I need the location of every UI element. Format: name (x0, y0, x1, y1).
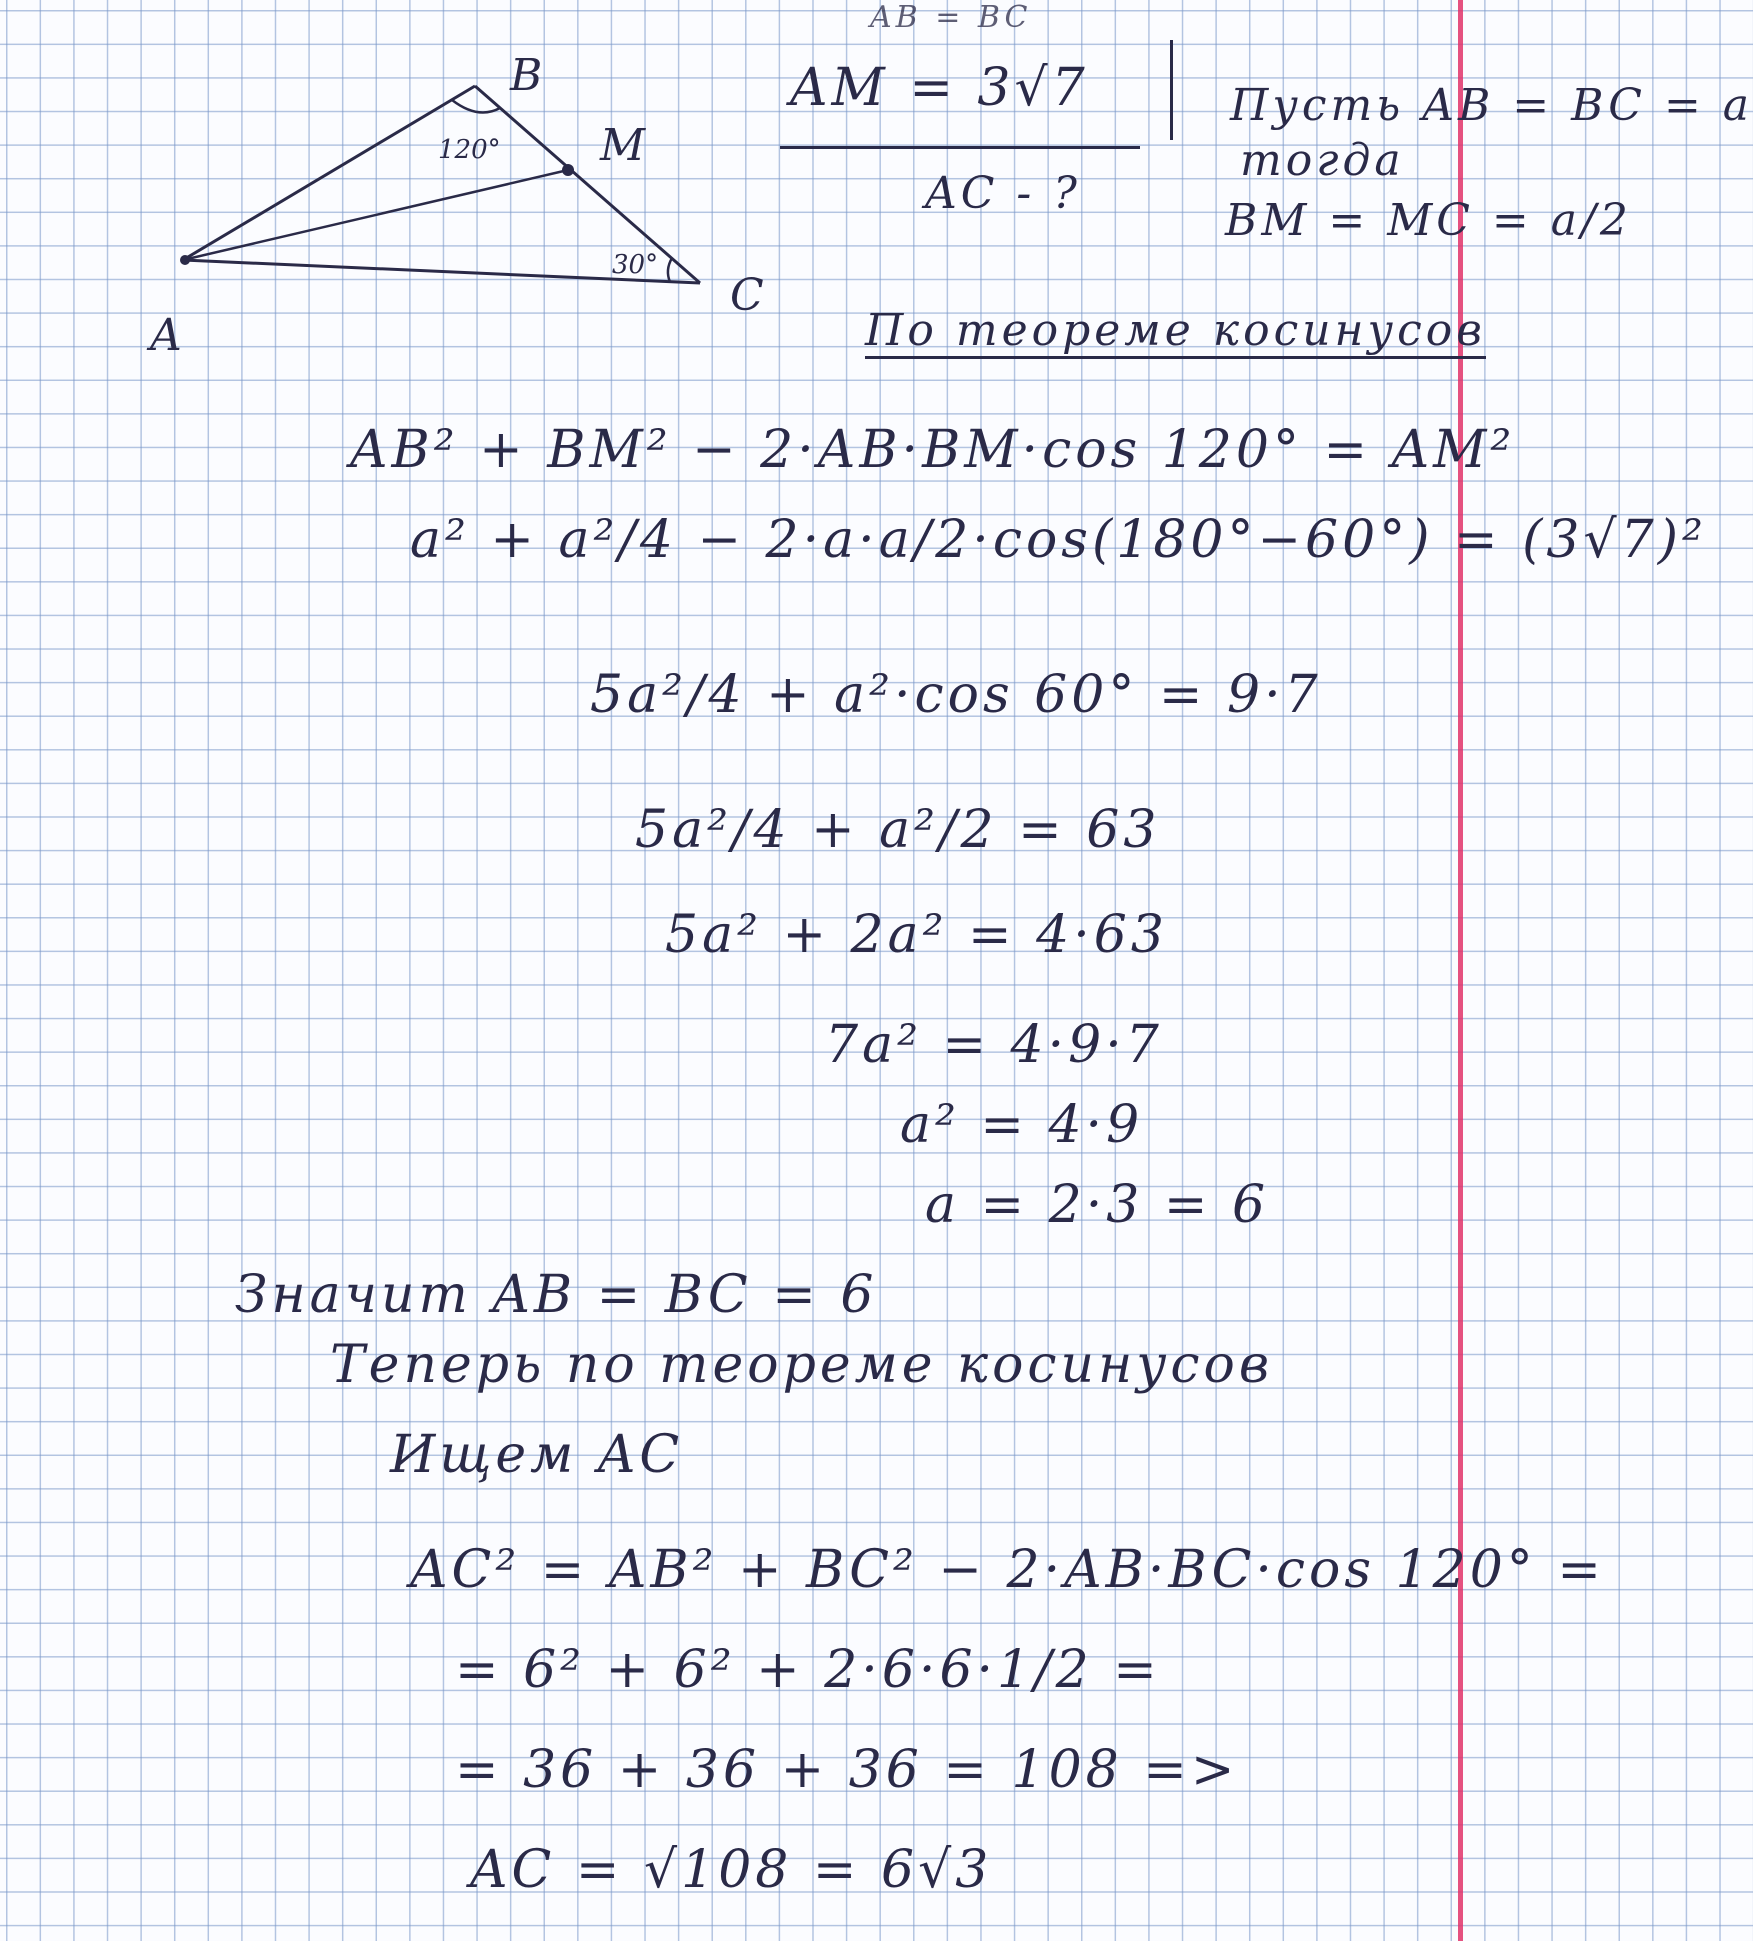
given-find: AC - ? (925, 168, 1081, 219)
section2-find: Ищем AC (390, 1425, 684, 1485)
given-divider (780, 146, 1140, 149)
angle-c-label: 30° (612, 250, 659, 280)
note-bm-mc: BM = MC = a/2 (1225, 195, 1632, 246)
eq1-line8: a = 2·3 = 6 (925, 1175, 1270, 1235)
eq1-line6: 7a² = 4·9·7 (825, 1015, 1163, 1075)
triangle-figure (0, 0, 764, 361)
eq1-line7: a² = 4·9 (900, 1095, 1144, 1155)
note-let: Пусть AB = BC = a (1230, 80, 1753, 131)
given-top-cut: AB = BC (870, 0, 1032, 35)
point-a (180, 255, 190, 265)
section2-title: Теперь по теореме косинусов (330, 1335, 1274, 1395)
notebook-margin-line (1458, 0, 1463, 1941)
point-m (562, 164, 574, 176)
eq1-line5: 5a² + 2a² = 4·63 (665, 905, 1168, 965)
vertex-c-label: C (730, 270, 764, 321)
eq2-line4: AC = √108 = 6√3 (470, 1840, 993, 1900)
vertex-a-label: A (150, 310, 182, 361)
median-am (183, 170, 568, 260)
given-vertical-divider (1170, 40, 1173, 140)
eq2-line3: = 36 + 36 + 36 = 108 => (455, 1740, 1239, 1800)
given-am: AM = 3√7 (790, 58, 1089, 118)
section1-title: По теореме косинусов (865, 305, 1486, 359)
eq2-line2: = 6² + 6² + 2·6·6·1/2 = (455, 1640, 1161, 1700)
angle-c-arc (668, 258, 672, 282)
eq1-line4: 5a²/4 + a²/2 = 63 (635, 800, 1161, 860)
eq1-line3: 5a²/4 + a²·cos 60° = 9·7 (590, 665, 1322, 725)
eq1-line1: AB² + BM² − 2·AB·BM·cos 120° = AM² (350, 420, 1516, 480)
vertex-m-label: M (600, 120, 646, 171)
conclusion: Значит AB = BC = 6 (235, 1265, 878, 1325)
side-ab (183, 86, 475, 260)
eq2-line1: AC² = AB² + BC² − 2·AB·BC·cos 120° = (410, 1540, 1605, 1600)
note-then: тогда (1240, 135, 1405, 186)
vertex-b-label: B (510, 50, 543, 101)
eq1-line2: a² + a²/4 − 2·a·a/2·cos(180°−60°) = (3√7)² (410, 510, 1707, 570)
angle-b-label: 120° (438, 135, 501, 165)
